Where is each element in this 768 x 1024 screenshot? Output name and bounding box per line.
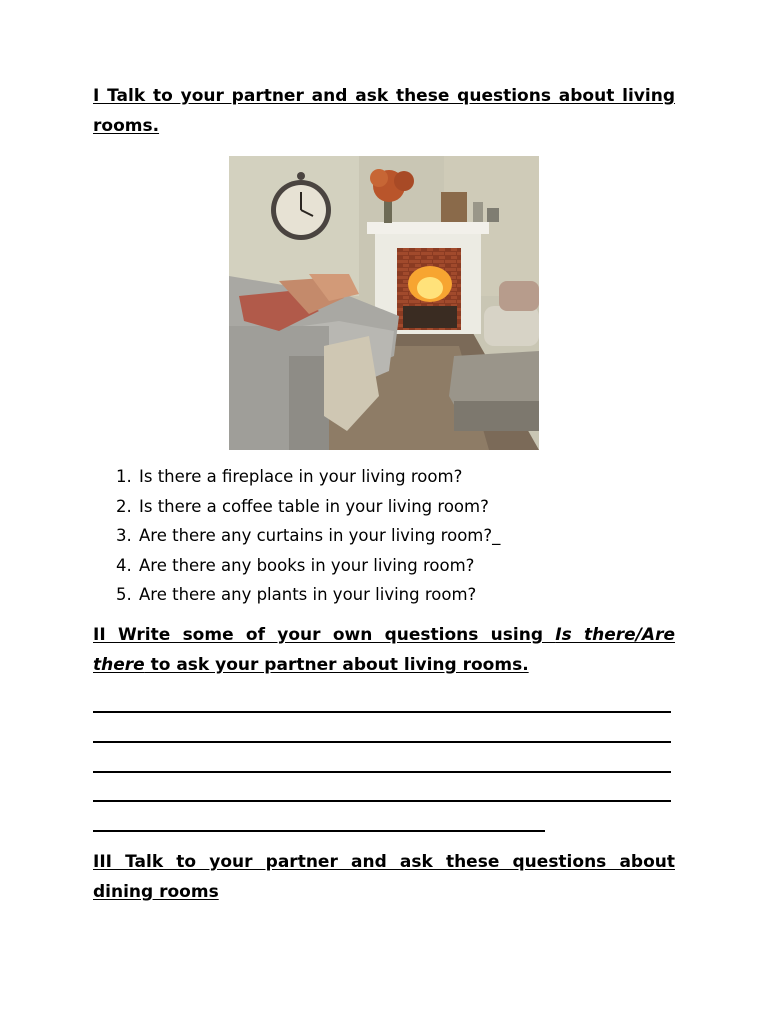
living-room-photo — [229, 156, 539, 450]
answer-line[interactable] — [93, 741, 671, 743]
answer-line[interactable] — [93, 771, 671, 773]
answer-line[interactable] — [93, 800, 671, 802]
answer-line[interactable] — [93, 830, 545, 832]
section-1-heading: I Talk to your partner and ask these questions about living rooms. — [93, 86, 675, 136]
section-3-heading: III Talk to your partner and ask these questions about dining rooms — [93, 852, 675, 902]
living-room-question-list — [93, 462, 673, 610]
section-2-heading: II Write some of your own questions using Is there/Are there to ask your partner about living rooms. — [93, 625, 675, 675]
list-item: 3. Are there any curtains in your living room?_ — [116, 526, 501, 546]
list-item: 1. Is there a fireplace in your living room? — [116, 467, 463, 486]
list-item: 2. Is there a coffee table in your living room? — [116, 496, 489, 516]
answer-line[interactable] — [93, 711, 671, 713]
list-item: 5. Are there any plants in your living room? — [116, 585, 477, 605]
list-item: 4. Are there any books in your living room? — [116, 555, 475, 575]
